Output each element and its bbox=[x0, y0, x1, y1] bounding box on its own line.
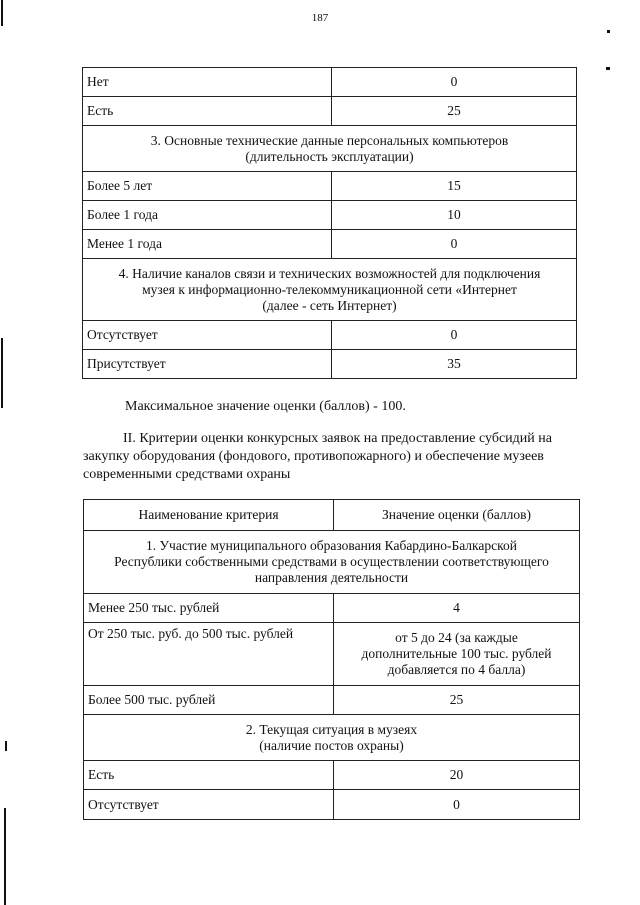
table-row bbox=[83, 172, 577, 201]
table-row bbox=[84, 686, 580, 715]
section-row bbox=[84, 531, 580, 594]
criterion-name: Есть bbox=[83, 97, 332, 126]
criterion-value: 25 bbox=[332, 97, 577, 126]
max-score-note: Максимальное значение оценки (баллов) - 100. bbox=[125, 399, 406, 414]
section-row bbox=[83, 126, 577, 172]
section-heading-line: 3. Основные технические данные персональных компьютеров bbox=[150, 132, 509, 148]
criterion-value-line: добавляется по 4 балла) bbox=[387, 662, 526, 677]
table-row bbox=[84, 623, 580, 686]
page-number: 187 bbox=[311, 12, 329, 24]
table-row bbox=[83, 97, 577, 126]
section-row bbox=[83, 259, 577, 321]
section-heading bbox=[83, 126, 577, 172]
criterion-name: Есть bbox=[84, 761, 334, 790]
criterion-value-line: от 5 до 24 (за каждые bbox=[395, 630, 518, 645]
section-heading-line: 1. Участие муниципального образования Кабардино-Балкарской bbox=[146, 538, 517, 553]
section-heading-line: музея к информационно-телекоммуникационной сети «Интернет bbox=[142, 281, 517, 297]
table-row bbox=[83, 350, 577, 379]
criterion-name: Присутствует bbox=[83, 350, 332, 379]
criterion-name: Отсутствует bbox=[83, 321, 332, 350]
criterion-value: 0 bbox=[332, 230, 577, 259]
table-row bbox=[84, 790, 580, 820]
section-heading-line: (длительность эксплуатации) bbox=[245, 148, 414, 164]
criterion-value: 35 bbox=[332, 350, 577, 379]
criterion-name: Более 500 тыс. рублей bbox=[84, 686, 334, 715]
table-row bbox=[83, 201, 577, 230]
table-row bbox=[83, 230, 577, 259]
criterion-name: Более 1 года bbox=[83, 201, 332, 230]
criterion-name: Более 5 лет bbox=[83, 172, 332, 201]
criterion-name: От 250 тыс. руб. до 500 тыс. рублей bbox=[84, 623, 334, 686]
section-heading bbox=[83, 259, 577, 321]
table-row bbox=[83, 68, 577, 97]
scan-speck-2 bbox=[606, 67, 610, 70]
criterion-value: 25 bbox=[334, 686, 580, 715]
criterion-name: Отсутствует bbox=[84, 790, 334, 820]
criteria-table-continued bbox=[82, 67, 577, 379]
section-row bbox=[84, 715, 580, 761]
scan-mark-left-small bbox=[5, 741, 7, 751]
section-heading-line: 4. Наличие каналов связи и технических возможностей для подключения bbox=[118, 265, 541, 281]
criteria-table-equipment bbox=[83, 499, 580, 820]
criterion-name: Менее 1 года bbox=[83, 230, 332, 259]
column-header-criterion: Наименование критерия bbox=[84, 500, 334, 531]
section-2-heading: II. Критерии оценки конкурсных заявок на предоставление субсидий на закупку оборудования (фондового, противопожарного) и обеспечение музеев современными средствами охраны bbox=[83, 431, 552, 482]
criterion-value: 10 bbox=[332, 201, 577, 230]
section-heading-line: 2. Текущая ситуация в музеях bbox=[245, 721, 418, 737]
table-row bbox=[83, 321, 577, 350]
criterion-value: 0 bbox=[332, 321, 577, 350]
scan-mark-top-left bbox=[1, 0, 3, 26]
table-row bbox=[84, 761, 580, 790]
scan-speck-1 bbox=[607, 30, 610, 33]
column-header-score: Значение оценки (баллов) bbox=[334, 500, 580, 531]
scan-mark-bottom-left bbox=[4, 808, 6, 905]
criterion-name: Менее 250 тыс. рублей bbox=[84, 594, 334, 623]
table-row bbox=[84, 594, 580, 623]
section-heading-line: направления деятельности bbox=[254, 570, 409, 585]
table-header-row bbox=[84, 500, 580, 531]
section-heading-line: (далее - сеть Интернет) bbox=[262, 297, 397, 313]
section-heading-line: Республики собственными средствами в осуществлении соответствующего bbox=[114, 554, 549, 569]
section-heading bbox=[84, 531, 580, 594]
criterion-value: 20 bbox=[334, 761, 580, 790]
criterion-value bbox=[334, 623, 580, 686]
criterion-value: 4 bbox=[334, 594, 580, 623]
criterion-name: Нет bbox=[83, 68, 332, 97]
section-heading-line: (наличие постов охраны) bbox=[259, 737, 404, 753]
scan-mark-left bbox=[1, 338, 3, 408]
criterion-value: 15 bbox=[332, 172, 577, 201]
criterion-value: 0 bbox=[334, 790, 580, 820]
criterion-value: 0 bbox=[332, 68, 577, 97]
criterion-value-line: дополнительные 100 тыс. рублей bbox=[361, 646, 552, 661]
section-heading bbox=[84, 715, 580, 761]
